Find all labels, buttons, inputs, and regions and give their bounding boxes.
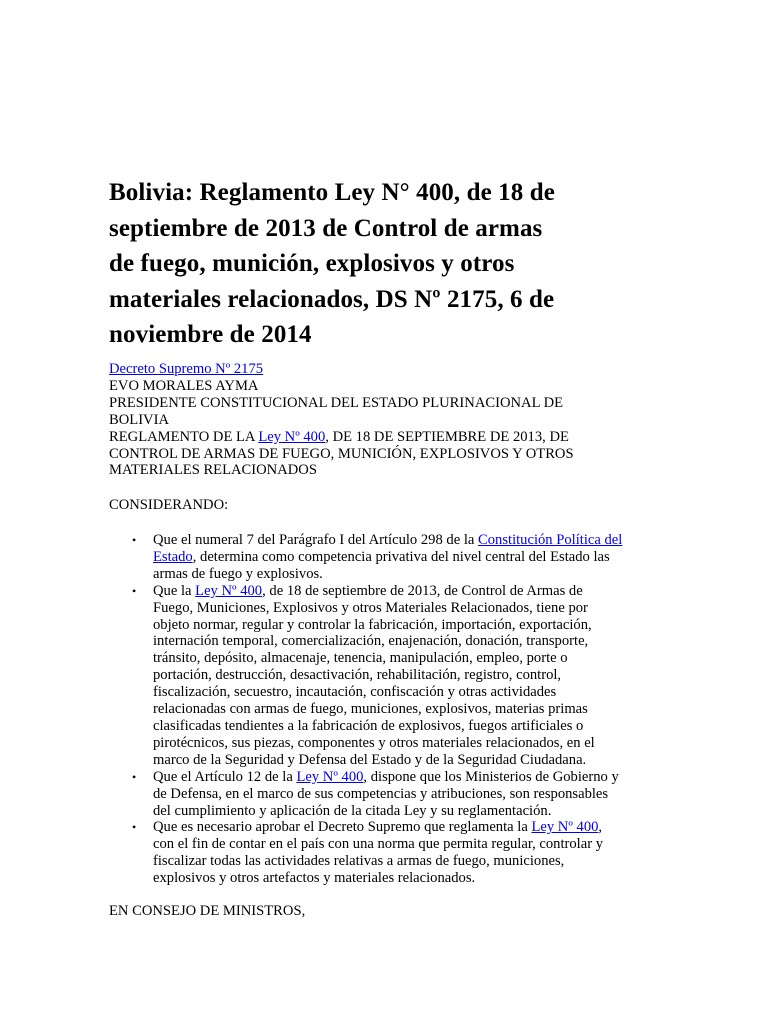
title-line: de fuego, munición, explosivos y otros — [109, 250, 515, 277]
ley-400-link[interactable]: Ley Nº 400 — [258, 428, 326, 445]
document-title — [109, 175, 669, 353]
estado-link[interactable]: Estado — [153, 548, 193, 565]
ley-400-link[interactable]: Ley Nº 400 — [296, 768, 364, 785]
list-item: • Que el numeral 7 del Parágrafo I del Artículo 298 de la Constitución Política del Estado, determina como competencia privativa del nivel central del Estado las armas de fuego y explosivos. — [132, 532, 623, 582]
bullet-icon: • — [132, 769, 137, 784]
reglamento-line: REGLAMENTO DE LA Ley Nº 400, DE 18 DE SEPTIEMBRE DE 2013, DE — [109, 428, 569, 445]
president-title-line: BOLIVIA — [109, 411, 169, 428]
list-item: • Que la Ley Nº 400, de 18 de septiembre de 2013, de Control de Armas de Fuego, Municiones, Explosivos y otros Materiales Relacionados, tiene por objeto normar, regular y controlar la fabricación, importación, exportación, internación temporal, comercialización, enajenación, donación, transporte, tránsito, depósito, almacenaje, tenencia, manipulación, empleo, porte o portación, destrucción, desactivación, rehabilitación, registro, control, fiscalización, secuestro, incautación, confiscación y otras actividades relacionadas con armas de fuego, municiones, explosivos, materias primas clasificadas tendientes a la fabricación de explosivos, fuegos artificiales o pirotécnicos, sus piezas, componentes y otros materiales relacionados, en el marco de la Seguridad y Defensa del Estado y de la Seguridad Ciudadana. — [132, 582, 595, 768]
decree-header — [109, 361, 669, 479]
bullet-icon: • — [132, 533, 137, 547]
president-title-line: PRESIDENTE CONSTITUCIONAL DEL ESTADO PLURINACIONAL DE — [109, 394, 564, 411]
bullet-icon: • — [132, 583, 137, 598]
list-item: • Que el Artículo 12 de la Ley Nº 400, dispone que los Ministerios de Gobierno y de Defensa, en el marco de sus competencias y atribuciones, son responsables del cumplimiento y aplicación de la citada Ley y su reglamentación. — [132, 768, 619, 819]
consejo-line: EN CONSEJO DE MINISTROS, — [109, 903, 306, 919]
title-line: Bolivia: Reglamento Ley N° 400, de 18 de — [109, 179, 555, 206]
considerando-list — [109, 532, 669, 887]
president-name: EVO MORALES AYMA — [109, 377, 259, 394]
reglamento-line: CONTROL DE ARMAS DE FUEGO, MUNICIÓN, EXPLOSIVOS Y OTROS — [109, 445, 574, 462]
constitucion-link[interactable]: Constitución Política del — [478, 532, 623, 548]
title-line: materiales relacionados, DS Nº 2175, 6 de — [109, 285, 555, 313]
title-line: septiembre de 2013 de Control de armas — [109, 214, 543, 242]
ley-400-link[interactable]: Ley Nº 400 — [531, 819, 599, 836]
title-line: noviembre de 2014 — [109, 321, 312, 348]
decree-link[interactable]: Decreto Supremo Nº 2175 — [109, 361, 264, 377]
considerando-heading: CONSIDERANDO: — [109, 497, 229, 513]
reglamento-line: MATERIALES RELACIONADOS — [109, 462, 317, 479]
list-item: • Que es necesario aprobar el Decreto Supremo que reglamenta la Ley Nº 400, con el fin de contar en el país con una norma que permita regular, controlar y fiscalizar todas las actividades relativas a armas de fuego, municiones, explosivos y otros artefactos y materiales relacionados. — [132, 819, 604, 887]
bullet-icon: • — [132, 820, 137, 835]
ley-400-link[interactable]: Ley Nº 400 — [195, 582, 263, 599]
